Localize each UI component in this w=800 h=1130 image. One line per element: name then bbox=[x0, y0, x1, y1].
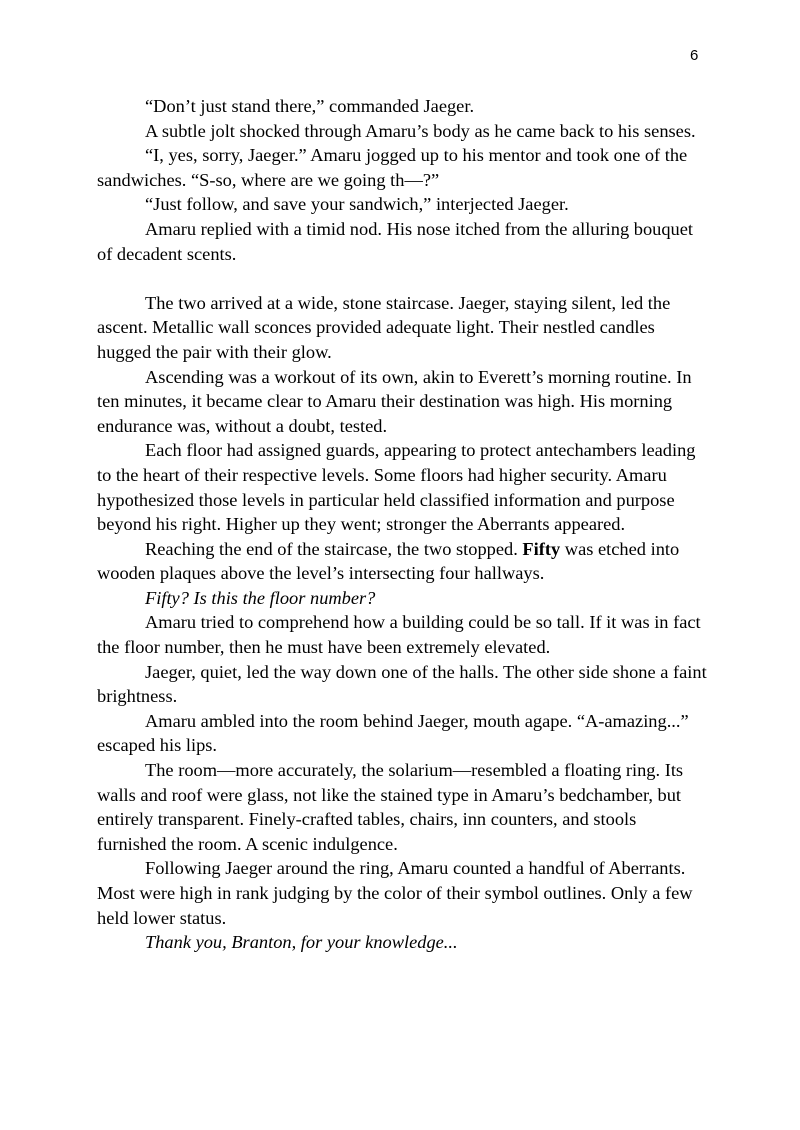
italic-thought: Thank you, Branton, for your knowledge... bbox=[145, 932, 458, 953]
paragraph-text-before: Reaching the end of the staircase, the two stopped. bbox=[145, 538, 523, 559]
paragraph: Amaru tried to comprehend how a building could be so tall. If it was in fact the floor number, then he must have been extremely elevated. bbox=[97, 612, 701, 658]
paragraph: Jaeger, quiet, led the way down one of the halls. The other side shone a faint brightness. bbox=[97, 661, 707, 707]
italic-thought: Fifty? Is this the floor number? bbox=[145, 587, 376, 608]
paragraph: The two arrived at a wide, stone staircase. Jaeger, staying silent, led the ascent. Metallic wall sconces provided adequate light. Their nestled candles hugged the pair with their glow. bbox=[97, 292, 671, 362]
page-number: 6 bbox=[690, 47, 699, 64]
paragraph: Amaru replied with a timid nod. His nose itched from the alluring bouquet of decadent scents. bbox=[97, 218, 694, 264]
paragraph: Following Jaeger around the ring, Amaru counted a handful of Aberrants. Most were high in rank judging by the color of their symbol outlines. Only a few held lower status. bbox=[97, 858, 693, 928]
paragraph: Each floor had assigned guards, appearing to protect antechambers leading to the heart of their respective levels. Some floors had higher security. Amaru hypothesized those levels in particular held classified information and purpose beyond his right. Higher up they went; stronger the Aberrants appeared. bbox=[97, 440, 696, 535]
paragraph: Amaru ambled into the room behind Jaeger, mouth agape. “A-amazing...” escaped his lips. bbox=[97, 710, 689, 756]
paragraph: A subtle jolt shocked through Amaru’s body as he came back to his senses. bbox=[145, 120, 696, 141]
paragraph: “Don’t just stand there,” commanded Jaeger. bbox=[145, 96, 475, 116]
paragraph: Ascending was a workout of its own, akin to Everett’s morning routine. In ten minutes, it became clear to Amaru their destination was high. His morning endurance was, without a doubt, tested. bbox=[97, 366, 692, 436]
floor-name-bold: Fifty bbox=[522, 538, 561, 559]
paragraph: “I, yes, sorry, Jaeger.” Amaru jogged up to his mentor and took one of the sandwiches. “S-so, where are we going th—?” bbox=[97, 145, 688, 190]
paragraph bbox=[97, 537, 707, 586]
manuscript-body bbox=[97, 94, 707, 955]
paragraph-text-after: was etched into wooden plaques above the level’s intersecting four hallways. bbox=[97, 538, 680, 584]
paragraph: “Just follow, and save your sandwich,” interjected Jaeger. bbox=[145, 194, 569, 215]
paragraph: The room—more accurately, the solarium—resembled a floating ring. Its walls and roof were glass, not like the stained type in Amaru’s bedchamber, but entirely transparent. Finely-crafted tables, chairs, inn counters, and stools furnished the room. A scenic indulgence. bbox=[97, 760, 684, 854]
